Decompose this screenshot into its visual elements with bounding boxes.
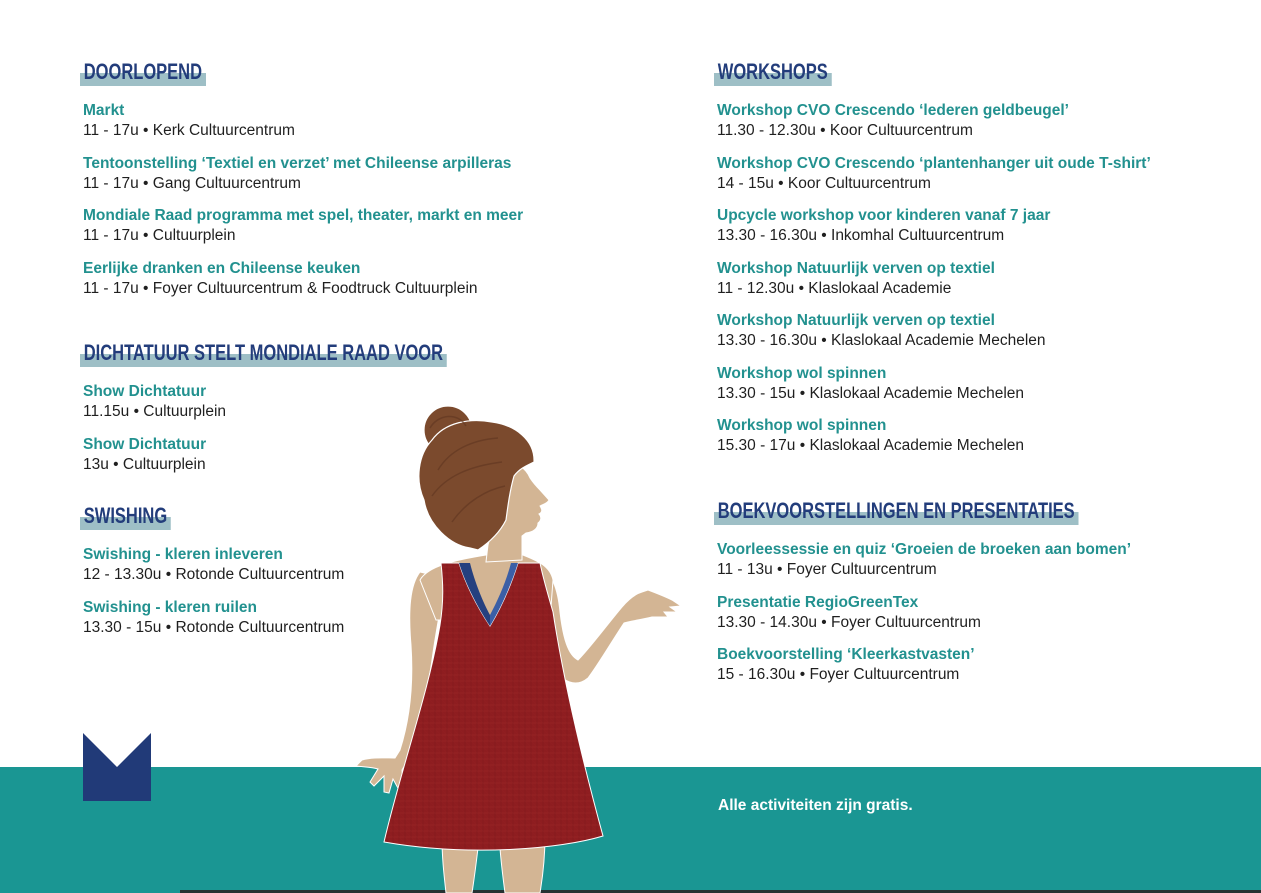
event-time-location: 13.30 - 16.30u • Klaslokaal Academie Mechelen [717,332,1046,349]
section-heading: DICHTATUUR STELT MONDIALE RAAD VOOR [80,341,447,365]
event-time-location: 13.30 - 16.30u • Inkomhal Cultuurcentrum [717,227,1005,244]
event-title: Workshop CVO Crescendo ‘lederen geldbeugel’ [717,102,1069,119]
event-title: Eerlijke dranken en Chileense keuken [83,259,361,277]
event-title: Markt [83,102,125,119]
footer-note: Alle activiteiten zijn gratis. [718,797,913,814]
event-time-location: 11 - 17u • Kerk Cultuurcentrum [83,122,295,139]
event-time-location: 14 - 15u • Koor Cultuurcentrum [717,174,931,192]
event-title: Tentoonstelling ‘Textiel en verzet’ met Chileense arpilleras [83,154,512,172]
event-time-location: 13.30 - 14.30u • Foyer Cultuurcentrum [717,613,981,631]
section-heading: BOEKVOORSTELLINGEN EN PRESENTATIES [714,499,1078,523]
event-time-location: 11 - 17u • Gang Cultuurcentrum [83,174,301,192]
event-title: Mondiale Raad programma met spel, theater, markt en meer [83,207,524,224]
section-heading: DOORLOPEND [80,60,206,84]
event-title: Presentatie RegioGreenTex [717,593,919,611]
event-title: Show Dichtatuur [83,383,207,400]
event-title: Workshop wol spinnen [717,417,887,434]
event-time-location: 11.15u • Cultuurplein [83,403,227,420]
event-title: Boekvoorstelling ‘Kleerkastvasten’ [717,646,975,663]
event-time-location: 13.30 - 15u • Klaslokaal Academie Mechelen [717,384,1025,402]
event-time-location: 11 - 17u • Cultuurplein [83,227,236,244]
event-time-location: 11 - 17u • Foyer Cultuurcentrum & Foodtruck Cultuurplein [83,279,478,297]
event-time-location: 12 - 13.30u • Rotonde Cultuurcentrum [83,566,345,583]
section-heading: SWISHING [80,504,171,528]
event-title: Voorleessessie en quiz ‘Groeien de broeken aan bomen’ [717,541,1132,558]
event-time-location: 11 - 12.30u • Klaslokaal Academie [717,279,952,297]
event-title: Workshop Natuurlijk verven op textiel [717,312,995,329]
event-title: Workshop Natuurlijk verven op textiel [717,259,995,277]
event-title: Workshop CVO Crescendo ‘plantenhanger uit oude T-shirt’ [717,154,1151,172]
event-title: Swishing - kleren ruilen [83,598,257,616]
event-time-location: 13u • Cultuurplein [83,455,206,473]
event-title: Workshop wol spinnen [717,364,887,382]
event-time-location: 13.30 - 15u • Rotonde Cultuurcentrum [83,618,345,636]
event-time-location: 11 - 13u • Foyer Cultuurcentrum [717,561,937,578]
event-title: Swishing - kleren inleveren [83,546,283,563]
event-title: Upcycle workshop voor kinderen vanaf 7 jaar [717,207,1051,224]
event-title: Show Dichtatuur [83,435,207,453]
event-time-location: 15 - 16.30u • Foyer Cultuurcentrum [717,666,960,683]
event-time-location: 15.30 - 17u • Klaslokaal Academie Mechelen [717,437,1025,454]
event-time-location: 11.30 - 12.30u • Koor Cultuurcentrum [717,122,973,139]
section-heading: WORKSHOPS [714,60,832,84]
